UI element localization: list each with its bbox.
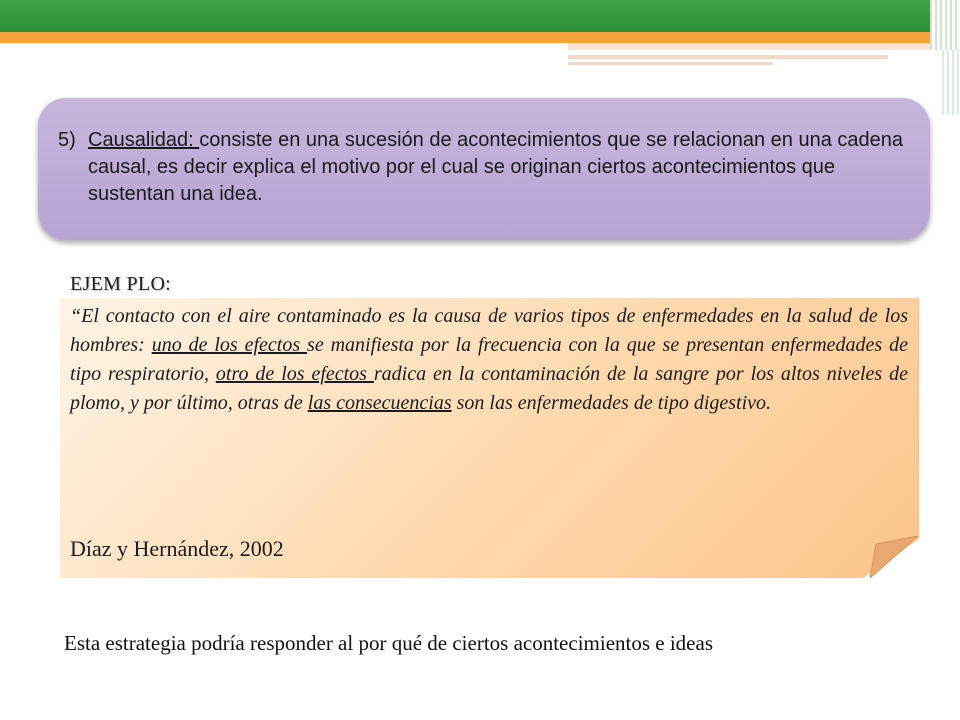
causal-definition [58,127,908,208]
page-curl-icon [870,536,918,578]
decor-stripe [568,43,930,50]
quote-underlined: otro de los efectos [215,363,374,385]
causal-term: Causalidad: [88,129,200,151]
top-orange-bar [0,32,930,43]
example-heading: EJEM PLO: [70,273,172,295]
top-green-bar [0,0,930,32]
quote-part: se manifiesta por la frecuencia con la que se presentan enfermedades de tipo respiratorio, [70,334,908,385]
quote-part: son las enfermedades de tipo digestivo. [451,392,772,414]
citation: Díaz y Hernández, 2002 [70,536,284,561]
quote-underlined: uno de los efectos [151,334,308,356]
decor-stripe [568,55,888,59]
causal-body [88,127,908,208]
example-quote [70,302,908,418]
causal-description: consiste en una sucesión de acontecimientos que se relacionan en una cadena causal, es decir explica el motivo por el cual se originan ciertos acontecimientos que sustentan una idea. [88,129,904,205]
quote-part: radica en la contaminación de la sangre por los altos niveles de plomo, y por último, otras de [70,363,909,414]
list-number: 5) [58,129,76,151]
decor-stripe [568,62,773,65]
decor-vertical-lines [942,50,960,115]
quote-part: “El contacto con el aire contaminado es la causa de varios tipos de enfermedades en la salud de los hombres: [70,305,908,356]
footer-text: Esta estrategia podría responder al por qué de ciertos acontecimientos e ideas [64,631,713,655]
decor-vertical-lines [930,0,960,50]
quote-underlined: las consecuencias [307,392,452,414]
